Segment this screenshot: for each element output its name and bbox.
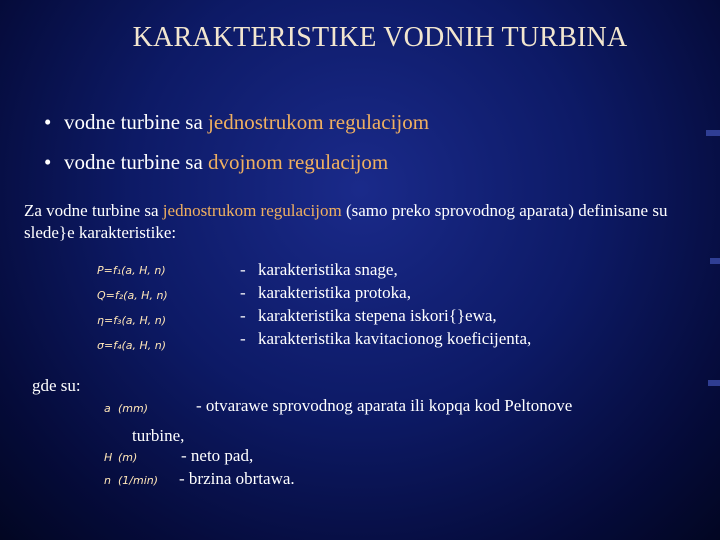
formula-list [97,258,168,358]
slide-title: KARAKTERISTIKE VODNIH TURBINA [132,22,628,53]
edge-bar-decoration [708,380,720,386]
variable-n-symbol: n [104,474,111,487]
characteristic-text: karakteristika kavitacionog koeficijenta, [258,329,532,348]
edge-bar-decoration [706,130,720,136]
formula-item: Q=f₂(a, H, n) [97,289,168,302]
characteristic-text: karakteristika protoka, [258,283,411,302]
bullet-text: vodne turbine sa [64,150,209,174]
variable-a-continuation: turbine, [132,426,185,445]
characteristic-text: karakteristika stepena iskori{}ewa, [258,306,497,325]
characteristics-list [240,258,531,350]
formula-item: P=f₁(a, H, n) [97,264,166,277]
variable-n-description: - brzina obrtawa. [179,469,295,488]
variable-h-symbol: H [104,451,113,464]
bullet-dot-icon: • [44,150,52,174]
characteristic-item: - karakteristika protoka, [240,283,411,302]
characteristic-item: - karakteristika kavitacionog koeficijenta, [240,329,532,348]
bullet-item [44,150,388,175]
characteristic-text: karakteristika snage, [258,260,398,279]
bullet-text: vodne turbine sa [64,110,209,134]
variable-h-description: - neto pad, [181,446,254,465]
bullet-highlight: jednostrukom regulacijom [208,110,430,134]
variable-h-unit: (m) [118,451,138,464]
edge-bar-decoration [710,258,720,264]
formula-item: σ=f₄(a, H, n) [97,339,167,352]
variable-a-description: - otvarawe sprovodnog aparata ili kopqa kod Peltonove [196,396,573,415]
characteristic-item: - karakteristika stepena iskori{}ewa, [240,306,497,325]
where-label: gde su: [32,376,81,395]
bullet-dot-icon: • [44,110,52,134]
paragraph-text: Za vodne turbine sa [24,201,163,220]
paragraph-text: (samo preko sprovodnog aparata) definisane su slede}e karakteristike: [24,201,668,242]
variable-a-unit: (mm) [118,402,149,415]
bullet-highlight: dvojnom regulacijom [208,150,389,174]
variable-a-symbol: a [104,402,111,415]
variable-n-unit: (1/min) [118,474,159,487]
bullet-item [44,110,429,135]
characteristic-item: - karakteristika snage, [240,260,398,279]
paragraph-highlight: jednostrukom regulacijom [162,201,342,220]
formula-item: η=f₃(a, H, n) [97,314,167,327]
intro-paragraph [24,200,704,244]
